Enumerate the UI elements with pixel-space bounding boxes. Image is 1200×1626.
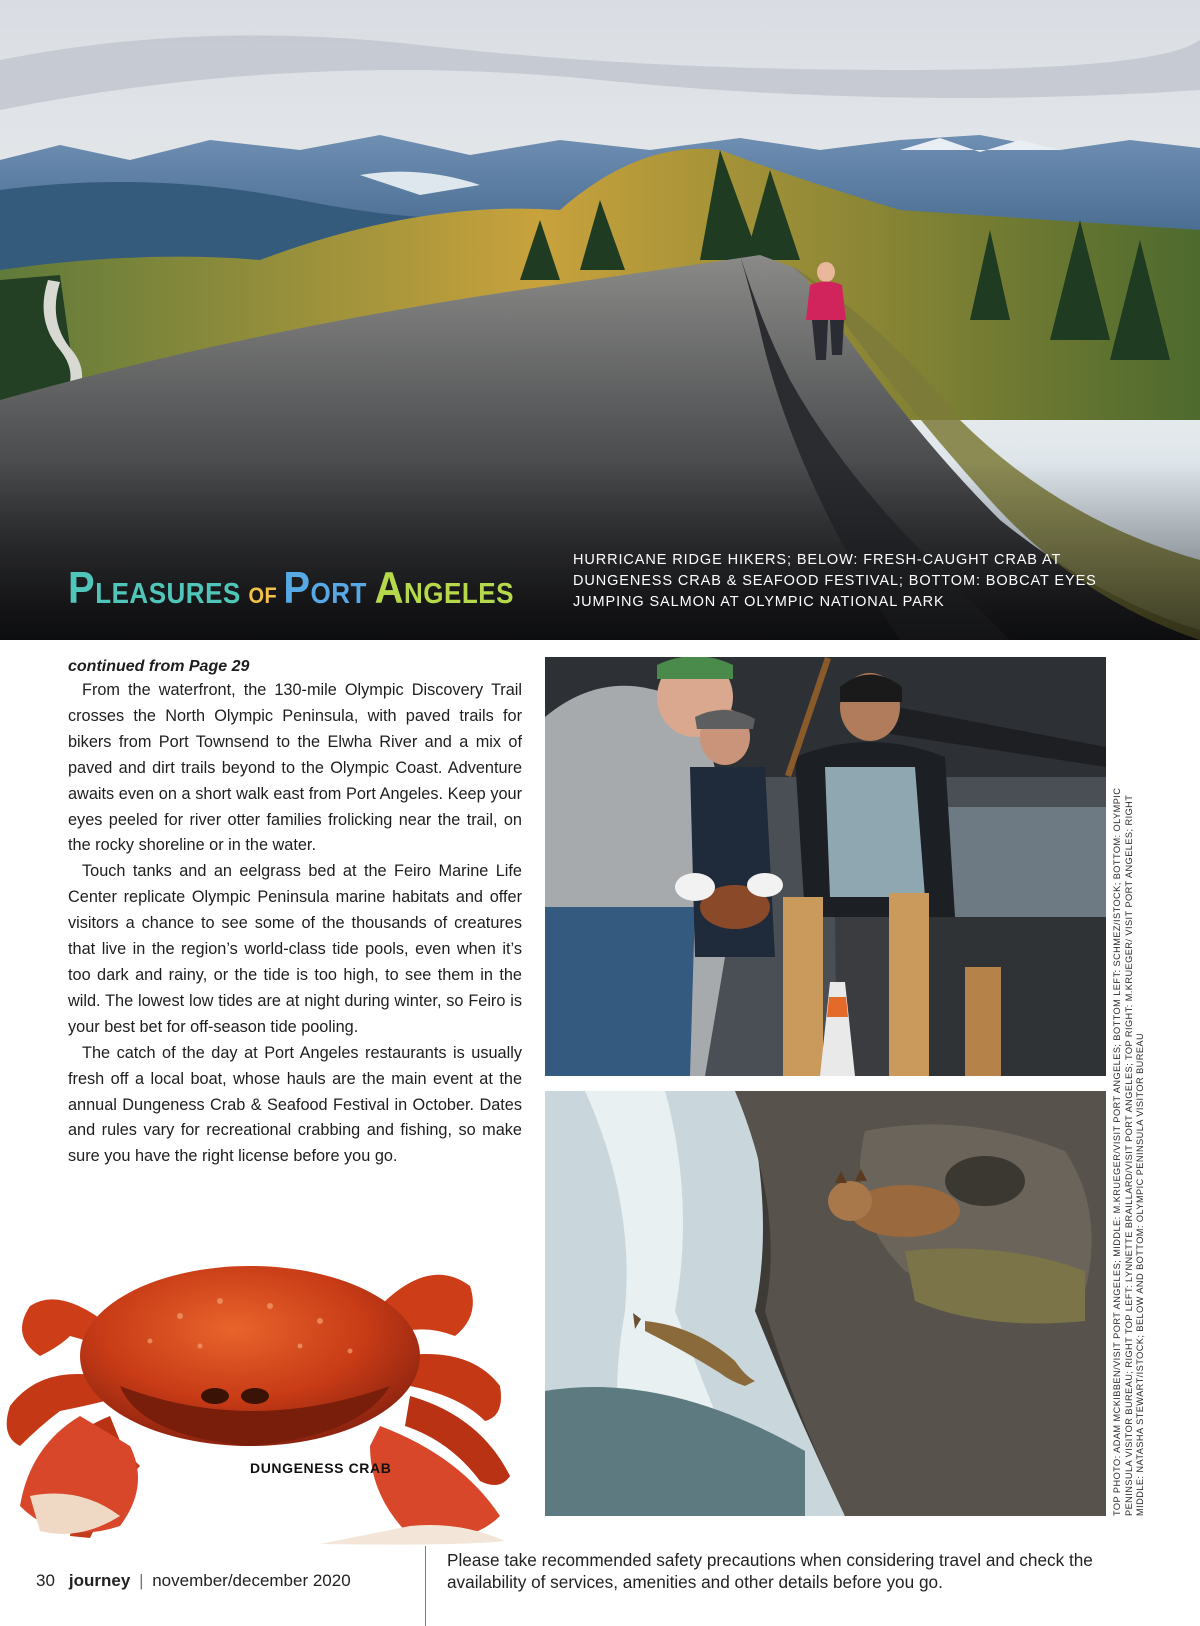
title-letter-a: A <box>374 563 405 614</box>
crab-caption: DUNGENESS CRAB <box>250 1460 392 1476</box>
hero-photo <box>0 0 1200 640</box>
photo-credits: TOP PHOTO: ADAM MCKIBBEN/VISIT PORT ANGELES; MIDDLE: M.KRUEGER/VISIT PORT ANGELES; BOTTOM LEFT: SCHMEZ/ISTOCK; BOTTOM: OLYMPIC PENINSULA VISITOR BUREAU; RIGHT TOP LEFT: LYNNETTE BRAILLARD/VISIT PORT ANGELES; TOP RIGHT: M.KRUEGER/ VISIT PORT ANGELES; RIGHT MIDDLE: NATASHA STEWART/ISTOCK; BELOW AND BOTTOM: OLYMPIC PENINSULA VISITOR BUREAU <box>1112 787 1145 1516</box>
section-title <box>68 563 514 614</box>
title-word-angeles: NGELES <box>404 576 514 610</box>
footer-divider <box>425 1546 426 1626</box>
safety-note: Please take recommended safety precautions when considering travel and check the availability of services, amenities and other details before you go. <box>447 1550 1093 1592</box>
article-paragraph: The catch of the day at Port Angeles restaurants is usually fresh off a local boat, whose hauls are the main event at the annual Dungeness Crab & Seafood Festival in October. Dates and rules vary for recreational crabbing and fishing, so make sure you have the right license before you go. <box>68 1043 522 1166</box>
hero-caption: HURRICANE RIDGE HIKERS; BELOW: FRESH-CAUGHT CRAB AT DUNGENESS CRAB & SEAFOOD FESTIVAL; BOTTOM: BOBCAT EYES JUMPING SALMON AT OLYMPIC NATIONAL PARK <box>573 552 1097 610</box>
title-word-port: ORT <box>310 576 375 610</box>
article-paragraph: Touch tanks and an eelgrass bed at the Feiro Marine Life Center replicate Olympic Peninsula marine habitats and offer visitors a chance to see some of the thousands of creatures that live in the region’s world-class tide pools, even when it’s too dark and rainy, or the tide is too high, to see them in the wild. The lowest low tides are at night during winter, so Feiro is your best bet for off-season tide pooling. <box>68 862 522 1036</box>
article-body <box>68 656 522 1170</box>
article-paragraph: From the waterfront, the 130-mile Olympic Discovery Trail crosses the North Olympic Peninsula, with paved trails for bikers from Port Townsend to the Elwha River and a mix of paved and dirt trails beyond to the Olympic Coast. Adventure awaits even on a short walk east from Port Angeles. Keep your eyes peeled for river otter families frolicking near the trail, on the rocky shoreline or in the water. <box>68 681 522 855</box>
title-word-pleasures: LEASURES <box>95 576 249 610</box>
dungeness-crab-image <box>0 1246 560 1546</box>
magazine-name: journey <box>68 1571 131 1590</box>
title-letter-p1: P <box>68 563 96 614</box>
dungeness-crab-photo <box>0 1246 560 1546</box>
title-letter-p2: P <box>283 563 311 614</box>
bobcat-salmon-photo <box>545 1091 1106 1516</box>
bobcat-salmon-image <box>545 1091 1106 1516</box>
continued-from-label: continued from Page 29 <box>68 658 250 675</box>
crab-festival-image <box>545 657 1106 1076</box>
footer-separator: | <box>139 1571 144 1590</box>
crab-festival-photo <box>545 657 1106 1076</box>
issue-date: november/december 2020 <box>152 1571 351 1590</box>
page-number: 30 <box>36 1571 55 1590</box>
title-word-of: OF <box>248 583 284 609</box>
hurricane-ridge-photo <box>0 0 1200 640</box>
page-footer <box>36 1571 351 1591</box>
